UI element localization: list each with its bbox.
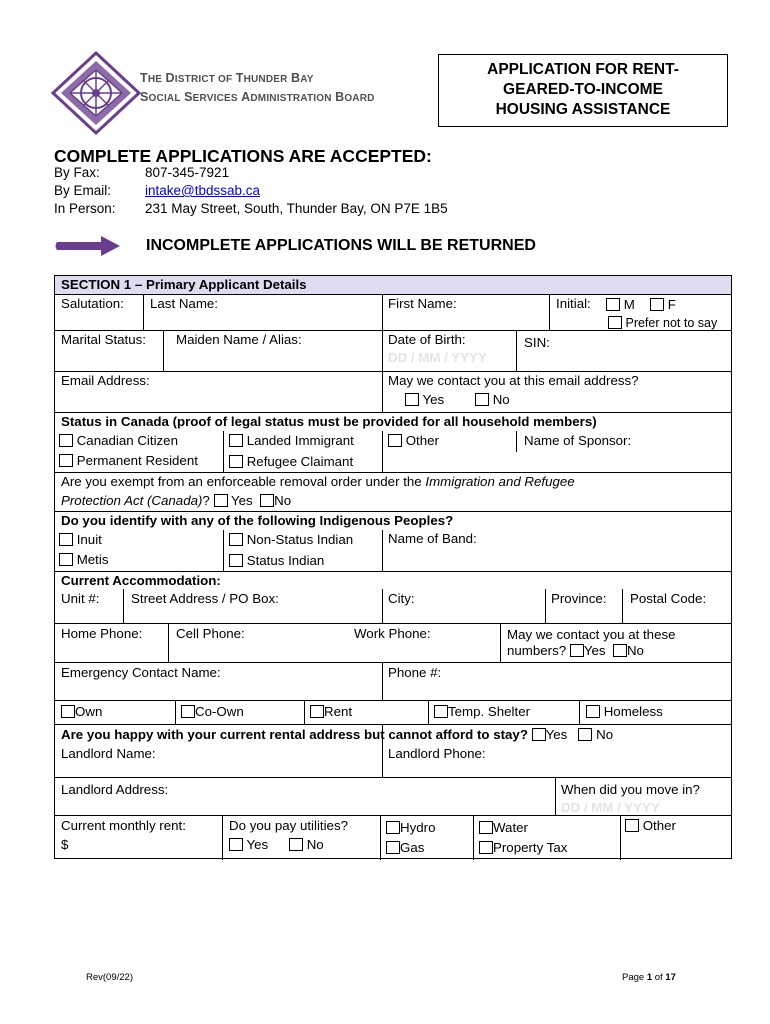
other-utility-checkbox[interactable] bbox=[625, 819, 639, 832]
own-checkbox[interactable] bbox=[61, 705, 75, 718]
email-contact-yes[interactable] bbox=[405, 392, 444, 408]
inuit-checkbox[interactable] bbox=[59, 533, 73, 546]
removal-act-name-cont: Protection Act (Canada) bbox=[61, 493, 203, 508]
marital-status-label: Marital Status: bbox=[61, 332, 146, 347]
section-title: SECTION 1 – Primary Applicant Details bbox=[61, 277, 307, 292]
last-name-label: Last Name: bbox=[150, 296, 218, 311]
removal-no-checkbox[interactable] bbox=[260, 494, 274, 507]
temp-shelter-checkbox[interactable] bbox=[434, 705, 448, 718]
no-label: No bbox=[306, 837, 324, 852]
email-yes-checkbox[interactable] bbox=[405, 393, 419, 406]
removal-question-line2 bbox=[61, 493, 291, 509]
emergency-phone-label: Phone #: bbox=[388, 665, 442, 680]
accommodation-heading: Current Accommodation: bbox=[61, 573, 221, 588]
dollar-sign: $ bbox=[61, 837, 69, 852]
permanent-resident-label: Permanent Resident bbox=[76, 453, 198, 468]
rent-option[interactable] bbox=[310, 704, 352, 720]
page-number bbox=[622, 972, 676, 983]
initial-label: Initial: bbox=[556, 296, 591, 311]
no-label: No bbox=[626, 643, 644, 658]
first-name-label: First Name: bbox=[388, 296, 457, 311]
property-tax-checkbox[interactable] bbox=[479, 841, 493, 854]
phone-yes-checkbox[interactable] bbox=[570, 644, 584, 657]
co-own-label: Co-Own bbox=[195, 704, 244, 719]
co-own-option[interactable] bbox=[181, 704, 244, 720]
fax-value: 807-345-7921 bbox=[145, 165, 230, 180]
move-in-placeholder[interactable]: DD / MM / YYYY bbox=[561, 800, 660, 815]
dob-placeholder[interactable]: DD / MM / YYYY bbox=[388, 350, 487, 365]
work-phone-label: Work Phone: bbox=[354, 626, 431, 641]
property-tax-option[interactable] bbox=[479, 840, 567, 856]
rental-question-row bbox=[61, 727, 613, 743]
home-phone-label: Home Phone: bbox=[61, 626, 143, 641]
band-name-label: Name of Band: bbox=[388, 531, 477, 546]
yes-label: Yes bbox=[545, 727, 568, 742]
rental-question: Are you happy with your current rental address but cannot afford to stay? bbox=[61, 727, 528, 742]
refugee-claimant-checkbox[interactable] bbox=[229, 455, 243, 468]
metis-label: Metis bbox=[76, 552, 109, 567]
inuit-option[interactable] bbox=[59, 532, 102, 548]
no-label: No bbox=[492, 392, 510, 407]
email-contact-question: May we contact you at this email address? bbox=[388, 373, 639, 388]
status-heading: Status in Canada (proof of legal status must be provided for all household members) bbox=[61, 414, 597, 429]
gas-checkbox[interactable] bbox=[386, 841, 400, 854]
sin-label: SIN: bbox=[524, 335, 550, 350]
landed-immigrant-option[interactable] bbox=[229, 433, 354, 449]
revision-label: Rev(09/22) bbox=[86, 972, 133, 983]
no-label: No bbox=[596, 727, 614, 742]
non-status-indian-option[interactable] bbox=[229, 532, 353, 548]
salutation-label: Salutation: bbox=[61, 296, 124, 311]
metis-checkbox[interactable] bbox=[59, 553, 73, 566]
homeless-option[interactable] bbox=[586, 704, 663, 720]
removal-qmark: ? bbox=[202, 493, 210, 508]
utilities-no-checkbox[interactable] bbox=[289, 838, 303, 851]
postal-code-label: Postal Code: bbox=[630, 591, 707, 606]
section1-form bbox=[54, 275, 732, 859]
fax-label: By Fax: bbox=[54, 165, 100, 180]
status-indian-label: Status Indian bbox=[246, 553, 325, 568]
landlord-phone-label: Landlord Phone: bbox=[388, 746, 486, 761]
utilities-yes-checkbox[interactable] bbox=[229, 838, 243, 851]
canadian-citizen-label: Canadian Citizen bbox=[76, 433, 178, 448]
temp-shelter-option[interactable] bbox=[434, 704, 530, 720]
water-option[interactable] bbox=[479, 820, 528, 836]
maiden-name-label: Maiden Name / Alias: bbox=[176, 332, 302, 347]
indigenous-heading: Do you identify with any of the following Indigenous Peoples? bbox=[61, 513, 454, 528]
org-name-line1: THE DISTRICT OF THUNDER BAY bbox=[140, 71, 314, 85]
inuit-label: Inuit bbox=[76, 532, 102, 547]
arrow-right-icon bbox=[53, 233, 123, 259]
permanent-resident-option[interactable] bbox=[59, 453, 198, 469]
other-status-checkbox[interactable] bbox=[388, 434, 402, 447]
canadian-citizen-option[interactable] bbox=[59, 433, 178, 449]
homeless-label: Homeless bbox=[603, 704, 663, 719]
gender-na-label: Prefer not to say bbox=[625, 316, 718, 330]
email-contact-no[interactable] bbox=[475, 392, 510, 408]
co-own-checkbox[interactable] bbox=[181, 705, 195, 718]
phone-no-checkbox[interactable] bbox=[613, 644, 627, 657]
other-utility-option[interactable] bbox=[625, 818, 676, 834]
utilities-question: Do you pay utilities? bbox=[229, 818, 348, 833]
dob-label: Date of Birth: bbox=[388, 332, 466, 347]
non-status-indian-checkbox[interactable] bbox=[229, 533, 243, 546]
water-checkbox[interactable] bbox=[479, 821, 493, 834]
page-current: 1 bbox=[646, 972, 653, 983]
title-line: GEARED-TO-INCOME bbox=[503, 81, 663, 98]
refugee-claimant-label: Refugee Claimant bbox=[246, 454, 354, 469]
gender-na-checkbox[interactable] bbox=[608, 316, 622, 329]
removal-question bbox=[61, 474, 575, 490]
permanent-resident-checkbox[interactable] bbox=[59, 454, 73, 467]
street-label: Street Address / PO Box: bbox=[131, 591, 279, 606]
temp-shelter-label: Temp. Shelter bbox=[448, 704, 531, 719]
removal-text: Are you exempt from an enforceable removal order under the bbox=[61, 474, 422, 489]
other-utility-label: Other bbox=[642, 818, 676, 833]
email-label: By Email: bbox=[54, 183, 112, 198]
phone-contact-question: May we contact you at these bbox=[507, 627, 676, 642]
landed-immigrant-label: Landed Immigrant bbox=[246, 433, 354, 448]
gender-f-label: F bbox=[667, 297, 676, 312]
landlord-address-label: Landlord Address: bbox=[61, 782, 169, 797]
gas-option[interactable] bbox=[386, 840, 424, 856]
sponsor-label: Name of Sponsor: bbox=[524, 433, 632, 448]
rent-label: Rent bbox=[324, 704, 353, 719]
refugee-claimant-option[interactable] bbox=[229, 454, 353, 470]
email-link[interactable]: intake@tbdssab.ca bbox=[145, 183, 261, 198]
phone-contact-options bbox=[507, 643, 644, 659]
cell-phone-label: Cell Phone: bbox=[176, 626, 245, 641]
city-label: City: bbox=[388, 591, 415, 606]
phone-contact-q2: numbers? bbox=[507, 643, 567, 658]
no-label: No bbox=[274, 493, 292, 508]
unit-label: Unit #: bbox=[61, 591, 100, 606]
status-indian-option[interactable] bbox=[229, 553, 324, 569]
gas-label: Gas bbox=[400, 840, 425, 855]
own-label: Own bbox=[75, 704, 103, 719]
yes-label: Yes bbox=[583, 643, 606, 658]
in-person-address: 231 May Street, South, Thunder Bay, ON P7E 1B5 bbox=[145, 201, 448, 216]
move-in-label: When did you move in? bbox=[561, 782, 700, 797]
status-indian-checkbox[interactable] bbox=[229, 554, 243, 567]
hydro-checkbox[interactable] bbox=[386, 821, 400, 834]
emergency-contact-label: Emergency Contact Name: bbox=[61, 665, 221, 680]
gender-m-checkbox[interactable] bbox=[606, 298, 620, 311]
other-status-option[interactable] bbox=[388, 433, 439, 449]
gender-m-label: M bbox=[623, 297, 635, 312]
utilities-yes-option[interactable] bbox=[229, 837, 268, 853]
yes-label: Yes bbox=[246, 837, 269, 852]
property-tax-label: Property Tax bbox=[493, 840, 568, 855]
rental-no-checkbox[interactable] bbox=[578, 728, 592, 741]
removal-act-name: Immigration and Refugee bbox=[425, 474, 575, 489]
removal-yes-checkbox[interactable] bbox=[214, 494, 228, 507]
own-option[interactable] bbox=[61, 704, 102, 720]
utilities-no-option[interactable] bbox=[289, 837, 324, 853]
landed-immigrant-checkbox[interactable] bbox=[229, 434, 243, 447]
landlord-name-label: Landlord Name: bbox=[61, 746, 156, 761]
in-person-label: In Person: bbox=[54, 201, 116, 216]
email-no-checkbox[interactable] bbox=[475, 393, 489, 406]
yes-label: Yes bbox=[422, 392, 445, 407]
hydro-label: Hydro bbox=[400, 820, 436, 835]
homeless-checkbox[interactable] bbox=[586, 705, 600, 718]
org-name-line2: SOCIAL SERVICES ADMINISTRATION BOARD bbox=[140, 90, 375, 104]
incomplete-warning: INCOMPLETE APPLICATIONS WILL BE RETURNED bbox=[146, 237, 536, 254]
monthly-rent-label: Current monthly rent: bbox=[61, 818, 186, 833]
gender-f-checkbox[interactable] bbox=[650, 298, 664, 311]
tbdssab-logo bbox=[50, 50, 142, 136]
water-label: Water bbox=[493, 820, 528, 835]
other-status-label: Other bbox=[405, 433, 439, 448]
non-status-indian-label: Non-Status Indian bbox=[246, 532, 354, 547]
page-prefix: Page bbox=[622, 972, 647, 983]
title-line: HOUSING ASSISTANCE bbox=[495, 101, 671, 118]
accepted-heading: COMPLETE APPLICATIONS ARE ACCEPTED: bbox=[54, 146, 432, 166]
rental-yes-checkbox[interactable] bbox=[532, 728, 546, 741]
page-of: of bbox=[652, 972, 666, 983]
page-total: 17 bbox=[665, 972, 676, 983]
gender-m-option[interactable] bbox=[606, 297, 635, 313]
gender-na-option[interactable] bbox=[608, 315, 717, 331]
rent-checkbox[interactable] bbox=[310, 705, 324, 718]
email-address-label: Email Address: bbox=[61, 373, 150, 388]
hydro-option[interactable] bbox=[386, 820, 435, 836]
yes-label: Yes bbox=[231, 493, 253, 508]
province-label: Province: bbox=[551, 591, 607, 606]
title-line: APPLICATION FOR RENT- bbox=[487, 61, 679, 78]
form-title bbox=[438, 54, 728, 127]
canadian-citizen-checkbox[interactable] bbox=[59, 434, 73, 447]
metis-option[interactable] bbox=[59, 552, 108, 568]
gender-f-option[interactable] bbox=[650, 297, 676, 313]
